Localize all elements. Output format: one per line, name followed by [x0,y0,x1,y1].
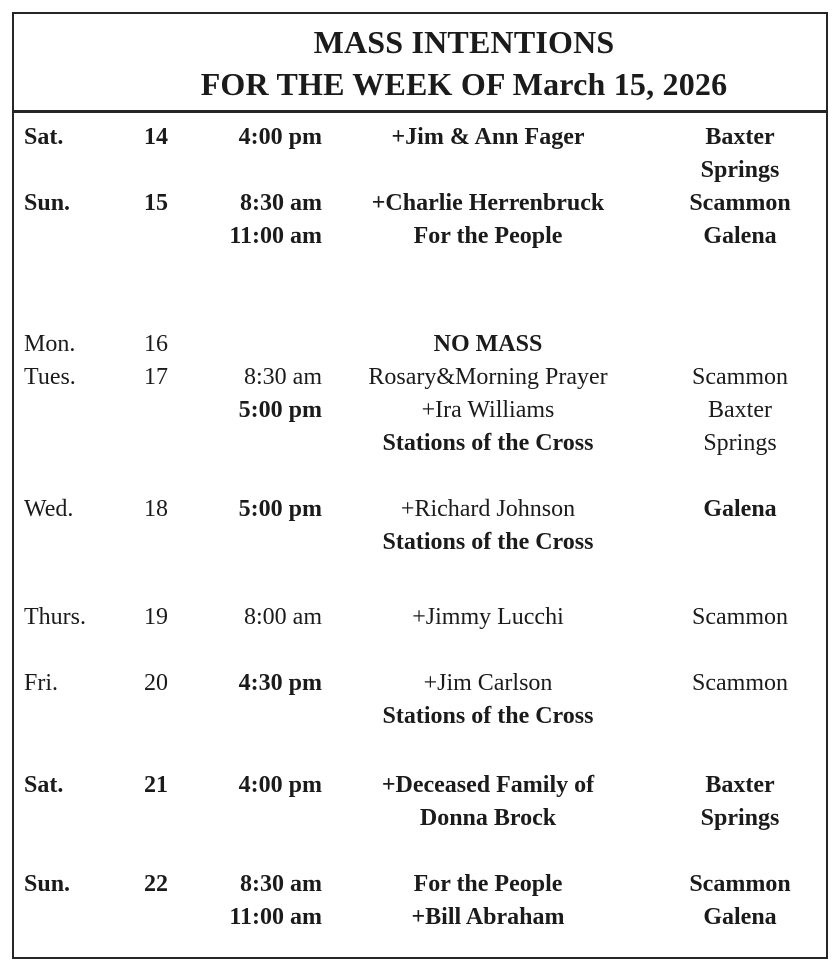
time-cell [202,526,322,559]
day-cell: Wed. [24,496,74,522]
time-cell [202,802,322,835]
location-cell [654,328,826,361]
schedule-line [14,493,826,526]
day-cell [14,901,134,934]
schedule-line [14,361,826,394]
time-cell: 8:30 am [240,871,322,897]
date-cell [134,526,202,559]
date-cell [134,154,202,187]
time-cell [202,328,322,361]
intention-cell: +Charlie Herrenbruck [371,190,605,216]
schedule-row [14,121,826,187]
day-cell: Sun. [24,871,71,897]
time-cell: 8:30 am [244,364,322,390]
day-cell: Mon. [24,331,76,357]
table-title-line1: MASS INTENTIONS [313,24,615,60]
location-cell [654,700,826,733]
intention-cell: +Richard Johnson [400,496,576,522]
location-cell [654,526,826,559]
time-cell: 4:00 pm [238,772,322,798]
day-cell [14,802,134,835]
intention-cell: +Jim & Ann Fager [391,124,585,150]
day-cell: Sun. [24,190,71,216]
day-cell [14,700,134,733]
schedule-line [14,121,826,154]
location-cell: Scammon [692,670,788,696]
table-title-line2: FOR THE WEEK OF March 15, 2026 [200,66,728,102]
time-cell: 8:00 am [244,604,322,630]
intention-cell: +Jimmy Lucchi [412,604,564,630]
date-cell: 17 [144,364,168,390]
location-cell: Baxter [705,124,775,150]
time-cell: 4:30 pm [238,670,322,696]
day-cell [14,220,134,253]
time-cell [202,154,322,187]
location-cell: Scammon [692,364,788,390]
location-cell: Galena [703,223,777,249]
schedule-row [14,328,826,361]
schedule-line [14,769,826,802]
location-cell: Galena [703,904,777,930]
day-cell [14,394,134,427]
time-cell [202,700,322,733]
date-cell: 21 [144,772,168,798]
schedule-line [14,220,826,253]
date-cell: 20 [144,670,168,696]
date-cell [134,220,202,253]
intention-cell: +Ira Williams [421,397,555,423]
date-cell [134,700,202,733]
intention-cell: Stations of the Cross [382,430,594,456]
location-cell: Scammon [692,604,788,630]
intention-cell: +Jim Carlson [423,670,553,696]
schedule-line [14,187,826,220]
schedule-row [14,769,826,835]
time-cell: 5:00 pm [238,397,322,423]
schedule-line [14,154,826,187]
location-cell: Springs [700,805,780,831]
schedule-body [14,113,826,934]
time-cell: 11:00 am [229,904,322,930]
date-cell [134,802,202,835]
day-cell [14,526,134,559]
location-cell: Springs [700,157,780,183]
time-cell: 5:00 pm [238,496,322,522]
date-cell [134,394,202,427]
day-cell: Sat. [24,124,64,150]
time-cell: 11:00 am [229,223,322,249]
date-cell: 22 [144,871,168,897]
intention-cell: Stations of the Cross [382,703,594,729]
intention-cell: For the People [413,871,563,897]
schedule-row [14,361,826,460]
schedule-line [14,328,826,361]
day-cell: Thurs. [24,604,86,630]
schedule-line [14,868,826,901]
date-cell: 15 [144,190,168,216]
intention-cell: Donna Brock [419,805,557,831]
day-cell: Tues. [24,364,76,390]
schedule-line [14,901,826,934]
location-cell: Baxter [705,772,775,798]
schedule-line [14,667,826,700]
date-cell: 19 [144,604,168,630]
intention-cell: +Deceased Family of [381,772,595,798]
schedule-line [14,427,826,460]
time-cell: 8:30 am [240,190,322,216]
schedule-row [14,493,826,559]
schedule-row [14,667,826,733]
intention-cell: Stations of the Cross [382,529,594,555]
schedule-line [14,802,826,835]
intention-cell: +Bill Abraham [411,904,565,930]
time-cell: 4:00 pm [238,124,322,150]
date-cell [134,427,202,460]
date-cell [134,901,202,934]
intention-cell: NO MASS [433,331,543,357]
schedule-line [14,601,826,634]
intention-cell: Rosary&Morning Prayer [368,364,608,390]
schedule-row [14,187,826,253]
schedule-line [14,700,826,733]
intention-cell: For the People [413,223,563,249]
schedule-line [14,394,826,427]
day-cell [14,154,134,187]
location-cell: Galena [703,496,777,522]
date-cell: 14 [144,124,168,150]
day-cell [14,427,134,460]
date-cell: 18 [144,496,168,522]
mass-intentions-table [12,12,828,959]
time-cell [202,427,322,460]
location-cell: Springs [703,430,777,456]
schedule-line [14,526,826,559]
schedule-row [14,601,826,634]
schedule-row [14,868,826,934]
date-cell: 16 [144,331,168,357]
day-cell: Sat. [24,772,64,798]
intention-cell [322,154,654,187]
location-cell: Scammon [689,190,791,216]
table-header [14,14,826,113]
location-cell: Scammon [689,871,791,897]
day-cell: Fri. [24,670,59,696]
location-cell: Baxter [708,397,772,423]
